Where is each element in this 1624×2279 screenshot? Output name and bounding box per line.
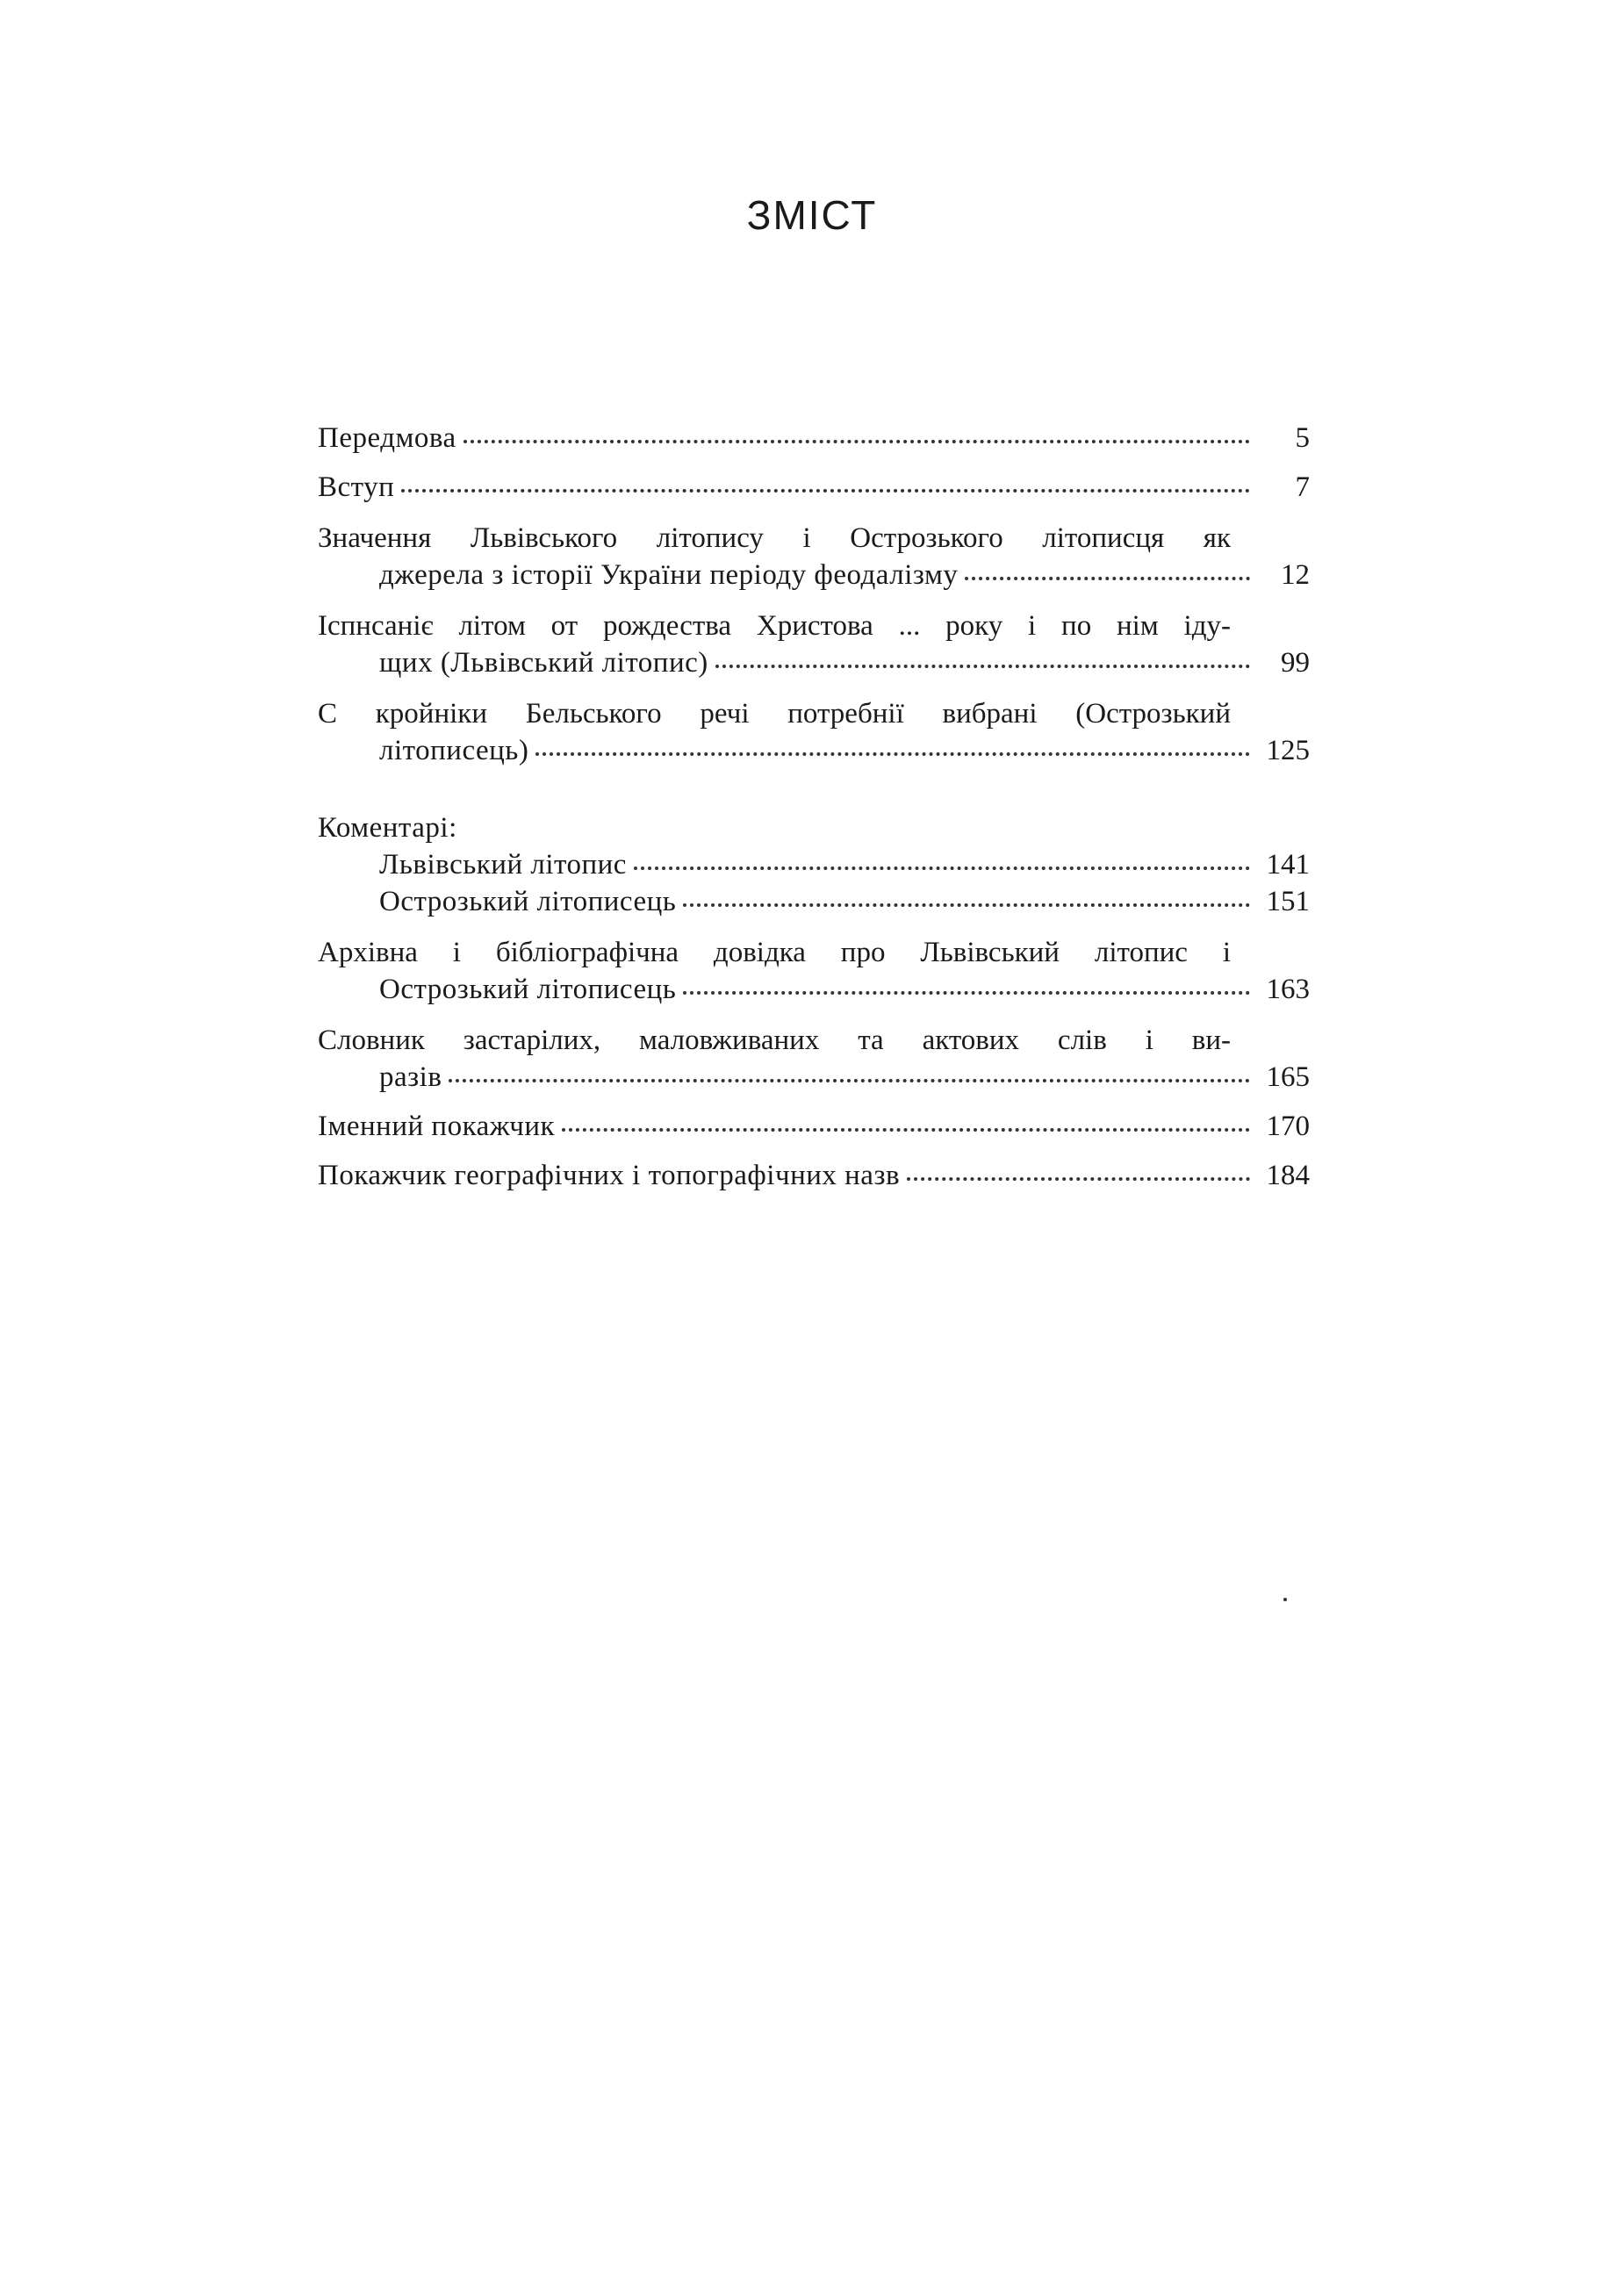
- dot-leader: [449, 1070, 1250, 1082]
- toc-entry-title: Словник застарілих, маловживаних та актових слів і ви-: [318, 1024, 1231, 1056]
- toc-commentary-section: [318, 809, 1310, 920]
- toc-entry-title: Покажчик географічних і топографічних назв: [318, 1160, 901, 1191]
- toc-entry-preface[interactable]: [318, 420, 1310, 457]
- dot-leader: [715, 656, 1250, 668]
- toc-page-number: 163: [1266, 974, 1310, 1005]
- toc-entry-name-index[interactable]: [318, 1108, 1310, 1145]
- toc-subentry-title: Львівський літопис: [379, 849, 627, 881]
- stray-ink-dot: [1283, 1598, 1287, 1601]
- toc-entry-significance[interactable]: [318, 520, 1310, 593]
- toc-page-number: 151: [1266, 886, 1310, 917]
- toc-entry-title: С кройніки Бельського речі потребнії вибрані (Острозький: [318, 698, 1231, 730]
- toc-entry-title-continued: джерела з історії України періоду феодалізму: [379, 559, 959, 591]
- toc-entry-title: Передмова: [318, 422, 456, 454]
- toc-page-number: 184: [1266, 1160, 1310, 1191]
- dot-leader: [401, 480, 1250, 492]
- toc-page-number: 5: [1295, 422, 1310, 454]
- toc-page-number: 12: [1281, 559, 1310, 591]
- toc-entry-title: Вступ: [318, 471, 395, 503]
- toc-entry-title-continued: щих (Львівський літопис): [379, 647, 708, 679]
- page-title: ЗМІСТ: [746, 192, 878, 238]
- toc-entry-title: Іменний покажчик: [318, 1111, 556, 1142]
- dot-leader: [683, 982, 1250, 995]
- toc-page-number: 7: [1295, 471, 1310, 503]
- table-of-contents: [318, 420, 1310, 1194]
- dot-leader: [683, 895, 1250, 907]
- toc-page-number: 141: [1266, 849, 1310, 881]
- dot-leader: [463, 431, 1250, 443]
- toc-subentry-title: Острозький літописець: [379, 886, 677, 917]
- dot-leader: [907, 1168, 1250, 1181]
- dot-leader: [634, 858, 1250, 870]
- toc-entry-geographic-index[interactable]: [318, 1157, 1310, 1194]
- toc-page-number: 170: [1266, 1111, 1310, 1142]
- toc-entry-ostroh-chronicle[interactable]: [318, 695, 1310, 769]
- toc-entry-title: Архівна і бібліографічна довідка про Львівський літопис і: [318, 937, 1231, 968]
- dot-leader: [965, 568, 1250, 580]
- toc-subentry-ostroh[interactable]: [318, 883, 1310, 920]
- toc-entry-title-continued: разів: [379, 1061, 442, 1093]
- toc-commentary-heading: Коментарі:: [318, 812, 457, 844]
- toc-entry-lviv-chronicle[interactable]: [318, 607, 1310, 681]
- toc-entry-title-continued: Острозький літописець: [379, 974, 677, 1005]
- toc-entry-title: Іспнсаніє літом от рождества Христова ... року і по нім іду-: [318, 610, 1231, 642]
- dot-leader: [562, 1119, 1250, 1132]
- toc-entry-archival-reference[interactable]: [318, 934, 1310, 1008]
- toc-entry-title-continued: літописець): [379, 735, 529, 766]
- toc-entry-introduction[interactable]: [318, 469, 1310, 506]
- toc-subentry-lviv[interactable]: [318, 846, 1310, 883]
- toc-page-number: 125: [1266, 735, 1310, 766]
- toc-entry-glossary[interactable]: [318, 1022, 1310, 1096]
- dot-leader: [535, 744, 1250, 756]
- toc-entry-title: Значення Львівського літопису і Острозького літописця як: [318, 522, 1231, 554]
- toc-page-number: 165: [1266, 1061, 1310, 1093]
- toc-page-number: 99: [1281, 647, 1310, 679]
